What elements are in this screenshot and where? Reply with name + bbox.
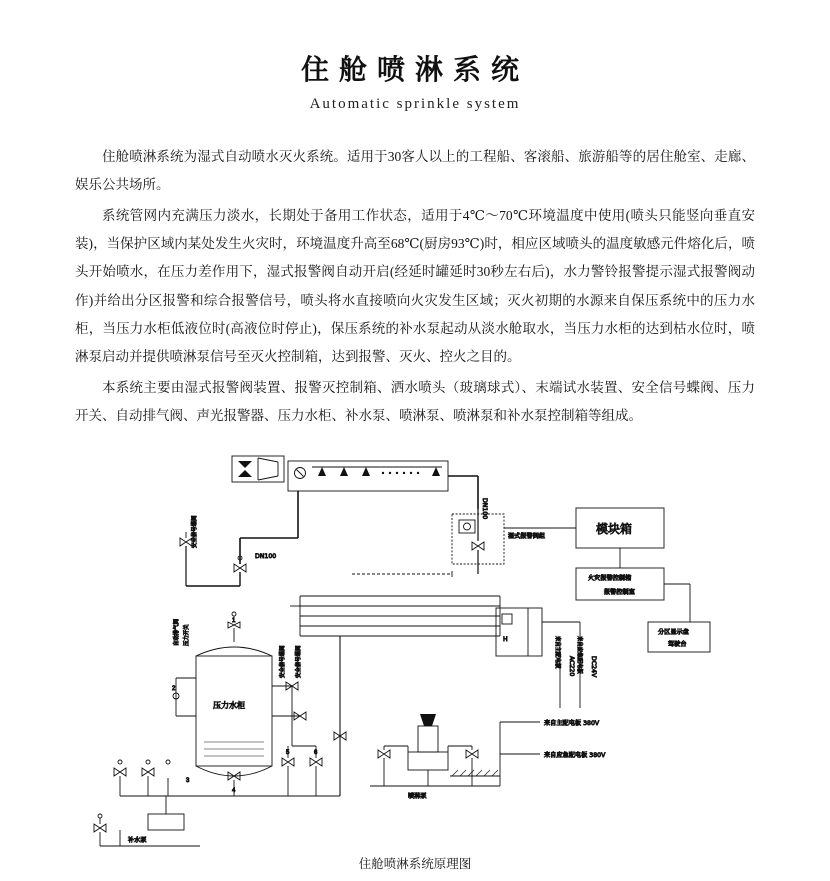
label-wet-alarm-valve-set: 湿式报警阀组 [508,533,546,541]
feed-pump-icon [148,814,184,830]
svg-text:H: H [503,636,508,644]
sprinkle-pump-body [408,752,448,770]
label-alarm-control-room: 报警控制室 [604,589,635,597]
label-from-main-panel-power: 来自主配电板 [554,636,560,669]
page-title-en: Automatic sprinkle system [309,96,521,112]
label-fire-alarm-control-box: 火灾报警控制箱 [588,575,632,583]
alarm-control-cabinet [496,608,542,656]
sea-chest-hatch [452,770,498,776]
label-emergency-panel-380v: 来自应急配电板 380V [544,752,606,760]
title-block [0,0,830,113]
label-sprinkle-pump: 喷淋泵 [408,793,427,801]
label-pressure-switch: 压力开关 [184,624,190,647]
alarm-valve-icon [472,542,484,550]
label-pressure-tank: 压力水柜 [213,701,245,711]
label-valve-b: 安全信号蝶阀 [296,646,302,679]
label-bridge: 驾驶台 [668,641,687,649]
svg-text:1: 1 [232,618,236,625]
label-zone-display-box: 分区显示盘 [658,629,689,637]
safety-signal-valve-icon [234,564,246,572]
pump-motor-icon [420,714,436,726]
svg-text:4: 4 [232,788,236,795]
label-ac220: AC220 [568,656,575,677]
paragraph-3: 本系统主要由湿式报警阀装置、报警灭控制箱、洒水喷头（玻璃球式）、末端试水装置、安全信号蝶阀、压力开关、自动排气阀、声光报警器、压力水柜、补水泵、喷淋泵、喷淋泵和补水泵控制箱等组成。 [75,379,755,424]
label-valve-a: 安全信号蝶阀 [280,646,286,679]
label-dn100-horizontal: DN100 [255,553,277,561]
label-dn100-vertical: DN100 [481,498,488,520]
label-feed-pump: 补水泵 [128,837,147,845]
svg-text:6: 6 [314,750,318,757]
schematic-diagram [0,446,830,876]
svg-text:5: 5 [286,750,290,757]
label-dc24v: DC24V [590,656,597,678]
svg-text:3: 3 [186,778,190,785]
label-main-panel-380v: 来自主配电板 380V [544,720,600,728]
callout-numbers [172,618,318,794]
pressure-tank [196,656,272,766]
svg-text:2: 2 [172,686,176,693]
sprinkler-dots [382,472,419,474]
label-module-box: 模块箱 [596,522,633,537]
diagram-caption: 住舱喷淋系统原理图 [358,857,472,872]
label-from-emergency-panel-power: 来自应急配电板 [576,636,582,675]
page-title-cn: 住舱喷淋系统 [300,53,529,86]
paragraph-2: 系统管网内充满压力淡水，长期处于备用工作状态，适用于4℃～70℃环境温度中使用(喷头只能竖向垂直安装)，当保护区域内某处发生火灾时，环境温度升高至68℃(厨房93℃)时，相应区域喷头的温度敏感元件熔化后，喷头开始喷水，在压力差作用下，湿式报警阀自动开启(经延时罐延时30秒左右后)，水力警铃报警提示湿式报警阀动作)并给出分区报警和综合报警信号，喷头将水直接喷向火灾发生区域；灭火初期的水源来自保压系统中的压力水柜，当压力水柜低液位时(高液位时停止)，保压系统的补水泵起动从淡水舱取水，当压力水柜的达到枯水位时，喷淋泵启动并提供喷淋泵信号至灭火控制箱，达到报警、灭火、控火之目的。 [75,207,755,365]
label-air-vent-valve: 自动排气阀 [174,619,180,647]
water-motor-gong-icon [459,520,475,533]
sprinkler-head-group [318,467,370,476]
label-safety-signal-valve: 安全信号蝶阀 [192,516,198,549]
paragraph-1: 住舱喷淋系统为湿式自动喷水灭火系统。适用于30客人以上的工程船、客滚船、旅游船等的居住舱室、走廊、娱乐公共场所。 [75,149,755,193]
body-text [75,143,755,430]
